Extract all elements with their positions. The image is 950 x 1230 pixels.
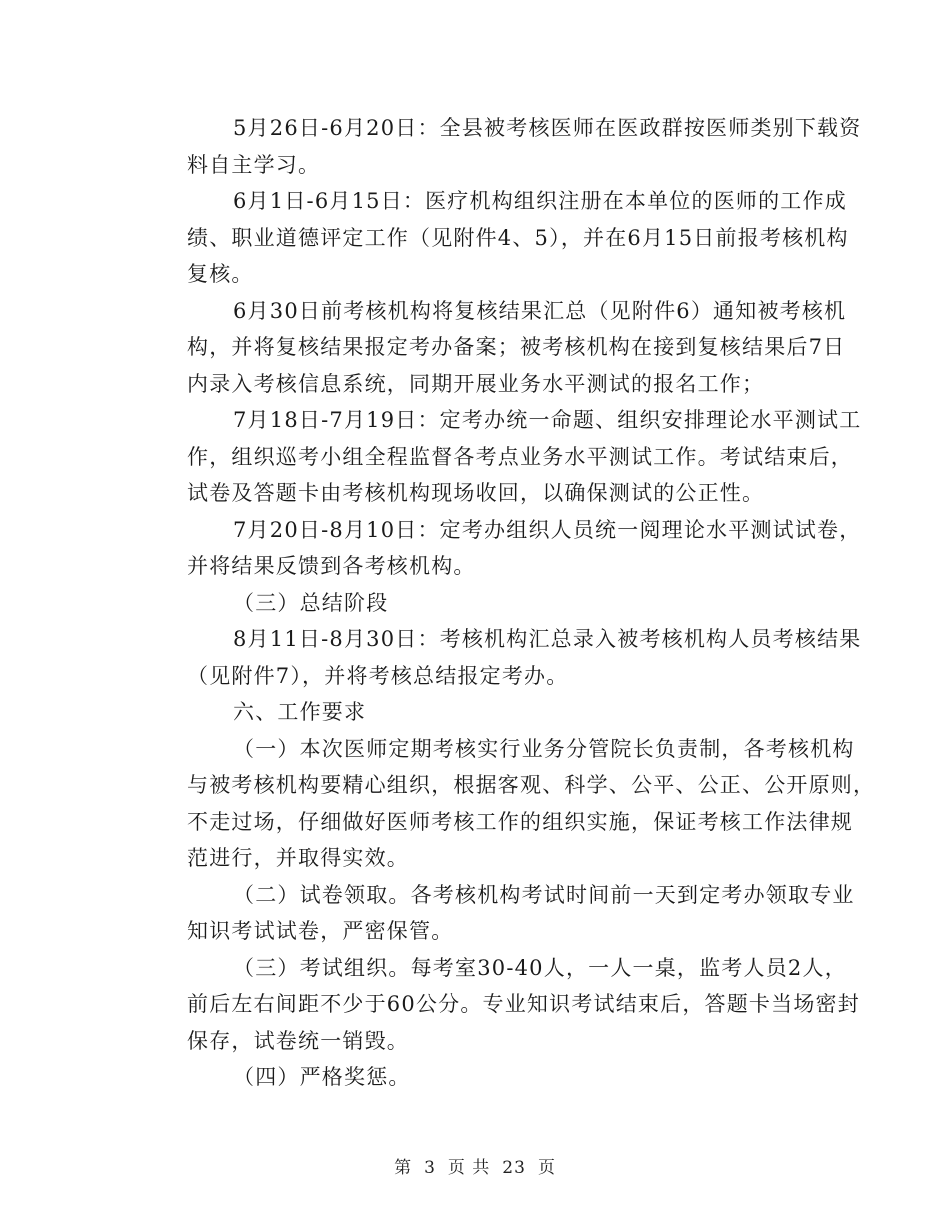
text-line: 作，组织巡考小组全程监督各考点业务水平测试工作。考试结束后， <box>187 444 853 469</box>
paragraph-schedule-august <box>141 621 862 694</box>
text-line: 复核。 <box>187 262 254 286</box>
text-line: 绩、职业道德评定工作（见附件4、5），并在6月15日前报考核机构 <box>187 225 849 250</box>
text-line: （三）考试组织。每考室30-40人，一人一桌，监考人员2人， <box>233 955 847 980</box>
text-line: （见附件7），并将考核总结报定考办。 <box>187 663 569 688</box>
paragraph-schedule-june-evaluation <box>141 183 849 293</box>
text-line: 5月26日-6月20日：全县被考核医师在医政群按医师类别下载资 <box>233 116 862 140</box>
text-line: （一）本次医师定期考核实行业务分管院长负责制，各考核机构 <box>233 736 855 761</box>
page-footer <box>0 1153 950 1178</box>
text-line: 试卷及答题卡由考核机构现场收回，以确保测试的公正性。 <box>187 481 765 505</box>
paragraph-schedule-july-grading <box>141 512 862 585</box>
paragraph-schedule-may <box>141 110 862 183</box>
text-line: 6月1日-6月15日：医疗机构组织注册在本单位的医师的工作成 <box>233 189 847 213</box>
text-line: 知识考试试卷，严密保管。 <box>187 919 454 943</box>
page-number: 3 <box>424 1158 436 1178</box>
text-line: 8月11日-8月30日：考核机构汇总录入被考核机构人员考核结果 <box>233 627 862 651</box>
text-line: （三）总结阶段 <box>233 590 389 615</box>
footer-prefix: 第 <box>394 1158 413 1178</box>
text-line: 前后左右间距不少于60公分。专业知识考试结束后，答题卡当场密封 <box>187 992 860 1016</box>
document-body <box>141 110 876 1096</box>
footer-middle: 页 共 <box>447 1158 491 1178</box>
text-line: 并将结果反馈到各考核机构。 <box>187 554 476 578</box>
paragraph-schedule-june-review <box>141 293 847 403</box>
section-heading-summary-stage <box>141 585 813 622</box>
paragraph-requirement-1 <box>141 731 876 877</box>
text-line: （二）试卷领取。各考核机构考试时间前一天到定考办领取专业 <box>233 882 855 907</box>
text-line: 构，并将复核结果报定考办备案；被考核机构在接到复核结果后7日 <box>187 335 846 359</box>
text-line: 内录入考核信息系统，同期开展业务水平测试的报名工作； <box>187 371 765 396</box>
paragraph-requirement-3 <box>141 950 860 1060</box>
text-line: 不走过场，仔细做好医师考核工作的组织实施，保证考核工作法律规 <box>187 809 853 834</box>
text-line: 7月18日-7月19日：定考办统一命题、组织安排理论水平测试工 <box>233 408 862 432</box>
text-line: 7月20日-8月10日：定考办组织人员统一阅理论水平测试试卷， <box>233 517 862 542</box>
text-line: 保存，试卷统一销毁。 <box>187 1028 409 1053</box>
total-pages: 23 <box>502 1158 526 1178</box>
text-line: 6月30日前考核机构将复核结果汇总（见附件6）通知被考核机 <box>233 298 847 323</box>
text-line: （四）严格奖惩。 <box>233 1065 411 1089</box>
paragraph-requirement-4 <box>141 1059 813 1096</box>
section-heading-work-requirements <box>141 694 813 731</box>
text-line: 六、工作要求 <box>233 700 367 724</box>
footer-suffix: 页 <box>537 1158 556 1178</box>
paragraph-schedule-july-test <box>141 402 862 512</box>
text-line: 范进行，并取得实效。 <box>187 846 409 870</box>
text-line: 料自主学习。 <box>187 152 321 177</box>
paragraph-requirement-2 <box>141 877 855 950</box>
text-line: 与被考核机构要精心组织，根据客观、科学、公平、公正、公开原则， <box>187 773 876 797</box>
